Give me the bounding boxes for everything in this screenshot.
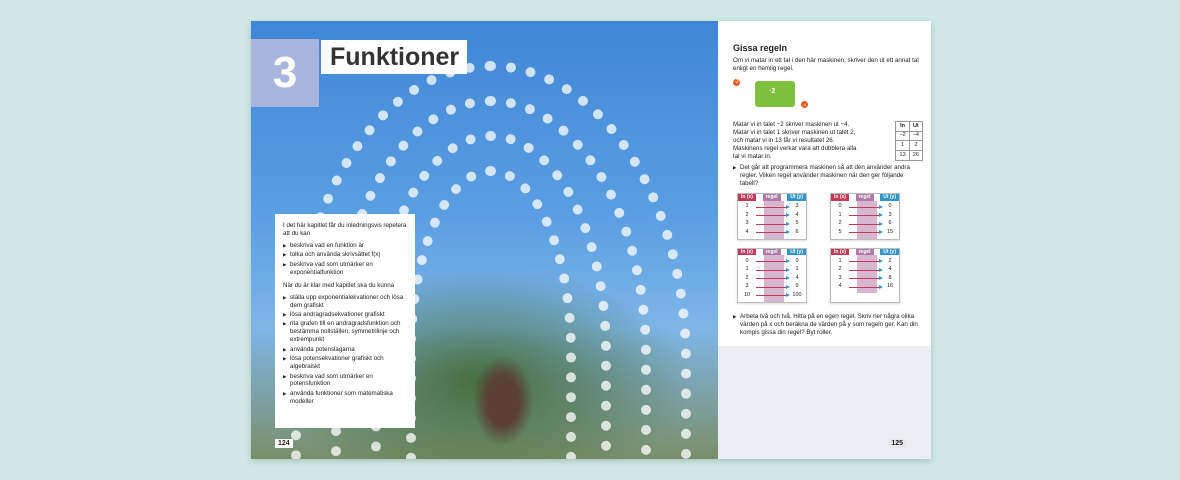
table-row: [831, 266, 899, 275]
x-value: 2: [838, 220, 842, 227]
arrow-icon: [756, 278, 788, 279]
list-item: ▶ beskriva vad som utmärker en exponentialfunktion: [283, 261, 407, 277]
machine-label: ·2: [769, 87, 776, 95]
x-value: 1: [838, 211, 842, 218]
y-value: 16: [886, 283, 894, 290]
page-number-left: 124: [275, 439, 293, 448]
function-table-body: [738, 201, 806, 239]
header-in: In (x): [738, 249, 756, 256]
header-out: Ut (y): [787, 194, 806, 201]
arrow-icon: [849, 215, 881, 216]
table-cell: −2: [896, 131, 909, 141]
y-value: 15: [886, 228, 894, 235]
table-cell: 2: [909, 141, 922, 151]
y-value: 4: [795, 211, 799, 218]
y-value: 8: [888, 274, 892, 281]
right-page: [718, 21, 931, 459]
header-in: In (x): [738, 194, 756, 201]
table-row: [831, 283, 899, 292]
function-table-body: [831, 201, 899, 239]
table-row: [738, 228, 806, 237]
arrow-icon: [756, 232, 788, 233]
left-page: [251, 21, 718, 459]
y-value: 100: [792, 291, 802, 298]
header-rule: regel: [856, 194, 874, 201]
table-row: [831, 274, 899, 283]
header-rule: regel: [856, 249, 874, 256]
list-item: ▶ lösa potensekvationer grafiskt och algebraiskt: [283, 355, 407, 371]
example-table: [895, 121, 923, 161]
function-table-2: [830, 193, 900, 240]
table-cell: 13: [896, 151, 909, 161]
x-value: 5: [838, 228, 842, 235]
table-cell: −4: [909, 131, 922, 141]
table-row: [738, 220, 806, 229]
table-row: [831, 211, 899, 220]
table-header: In: [896, 121, 909, 131]
table-row: [738, 257, 806, 266]
list-item: ▶ tolka och använda skrivsättet f(x): [283, 251, 407, 259]
arrow-icon: [756, 287, 788, 288]
table-row: [738, 211, 806, 220]
section-title: Gissa regeln: [733, 43, 788, 53]
page-number-right: 125: [888, 439, 906, 448]
arrow-icon: [849, 287, 881, 288]
header-rule: regel: [763, 194, 781, 201]
function-table-1: [737, 193, 807, 240]
table-row: [831, 257, 899, 266]
table-row: [831, 203, 899, 212]
chapter-number: 3: [251, 39, 319, 107]
x-value: 1: [745, 203, 749, 210]
book-spread: [251, 21, 931, 459]
y-value: 4: [888, 266, 892, 273]
list-item: ▶ använda funktioner som matematiska modeller: [283, 390, 407, 406]
header-rule: regel: [763, 249, 781, 256]
table-cell: 1: [896, 141, 909, 151]
list-item: ▶ rita grafen till en andragradsfunktion och bestämma nollställen, symmetrilinje och extrempunkt: [283, 320, 407, 344]
header-out: Ut (y): [880, 194, 899, 201]
table-row: [738, 283, 806, 292]
example-block: [733, 121, 923, 161]
y-value: 6: [795, 228, 799, 235]
arrow-icon: [756, 261, 788, 262]
function-machine-illustration: [733, 77, 923, 117]
y-value: 3: [888, 211, 892, 218]
table-header: Ut: [909, 121, 922, 131]
y-value: 4: [795, 274, 799, 281]
photo-people: [461, 341, 546, 459]
x-value: 3: [745, 283, 749, 290]
x-value: 1: [745, 266, 749, 273]
header-in: In (x): [831, 249, 849, 256]
y-value: 2: [888, 257, 892, 264]
x-value: 3: [838, 274, 842, 281]
x-value: 10: [743, 291, 751, 298]
machine-output-ball: [801, 101, 808, 108]
function-tables: [737, 193, 909, 303]
arrow-icon: [849, 232, 881, 233]
chapter-goals-box: [275, 214, 415, 428]
x-value: 2: [745, 274, 749, 281]
arrow-icon: [756, 215, 788, 216]
x-value: 4: [838, 283, 842, 290]
table-row: [738, 203, 806, 212]
list-item: ▶ lösa andragradsekvationer grafiskt: [283, 311, 407, 319]
x-value: 0: [745, 257, 749, 264]
table-row: [738, 266, 806, 275]
machine-icon: [755, 81, 795, 107]
arrow-icon: [849, 261, 881, 262]
arrow-icon: [849, 270, 881, 271]
x-value: 3: [745, 220, 749, 227]
task-2: ▶ Arbeta två och två. Hitta på en egen regel. Skriv ner några olika värden på x och beräkna de värden på y som regeln ger. Kan din kompis gissa din regel? Byt roller.: [733, 313, 923, 337]
y-value: 3: [795, 203, 799, 210]
arrow-icon: [756, 224, 788, 225]
table-row: [738, 274, 806, 283]
machine-output: -4: [802, 101, 807, 107]
y-value: 0: [795, 257, 799, 264]
function-table-4: [830, 248, 900, 303]
table-row: [831, 220, 899, 229]
goals-intro: I det här kapitlet får du inledningsvis repetera att du kan: [283, 222, 407, 237]
list-item: ▶ beskriva vad som utmärker en potensfunktion: [283, 373, 407, 389]
example-text: Matar vi in talet −2 skriver maskinen ut −4. Matar vi in talet 1 skriver maskinen ut talet 2, och matar vi in 13 får vi resultatet 26. Maskinens regel verkar vara att dubblera alla tal vi matar in.: [733, 120, 857, 161]
function-table-3: [737, 248, 807, 303]
arrow-icon: [756, 207, 788, 208]
x-value: 4: [745, 228, 749, 235]
list-item: ▶ använda potenslagarna: [283, 346, 407, 354]
y-value: 1: [795, 266, 799, 273]
arrow-icon: [756, 270, 788, 271]
x-value: 1: [838, 257, 842, 264]
arrow-icon: [849, 207, 881, 208]
list-item: ▶ ställa upp exponentialekvationer och lösa dem grafiskt: [283, 294, 407, 310]
function-table-body: [831, 255, 899, 293]
list-item: ▶ beskriva vad en funktion är: [283, 242, 407, 250]
function-table-body: [738, 255, 806, 302]
table-row: [896, 131, 923, 141]
y-value: 6: [888, 220, 892, 227]
x-value: 2: [745, 211, 749, 218]
x-value: 0: [838, 203, 842, 210]
y-value: 5: [795, 220, 799, 227]
table-row: [896, 151, 923, 161]
chapter-title: Funktioner: [321, 40, 467, 74]
repeat-list: [283, 242, 407, 277]
arrow-icon: [849, 278, 881, 279]
header-out: Ut (y): [880, 249, 899, 256]
goals-learn-intro: När du är klar med kapitlet ska du kunna: [283, 281, 395, 289]
intro-text: Om vi matar in ett tal i den här maskinen, skriver den ut ett annat tal enligt en hemlig regel.: [733, 56, 919, 72]
right-content: [733, 43, 923, 337]
table-cell: 26: [909, 151, 922, 161]
task-1: ▶ Det går att programmera maskinen så att den använder andra regler. Vilken regel använder maskinen när den ger följande tabell?: [733, 164, 923, 188]
learn-list: [283, 294, 407, 406]
y-value: 0: [888, 203, 892, 210]
x-value: 2: [838, 266, 842, 273]
y-value: 9: [795, 283, 799, 290]
table-row: [831, 228, 899, 237]
header-in: In (x): [831, 194, 849, 201]
table-row: [896, 141, 923, 151]
machine-input-ball: -2: [734, 78, 739, 85]
header-out: Ut (y): [787, 249, 806, 256]
table-row: [738, 291, 806, 300]
arrow-icon: [756, 295, 788, 296]
arrow-icon: [849, 224, 881, 225]
